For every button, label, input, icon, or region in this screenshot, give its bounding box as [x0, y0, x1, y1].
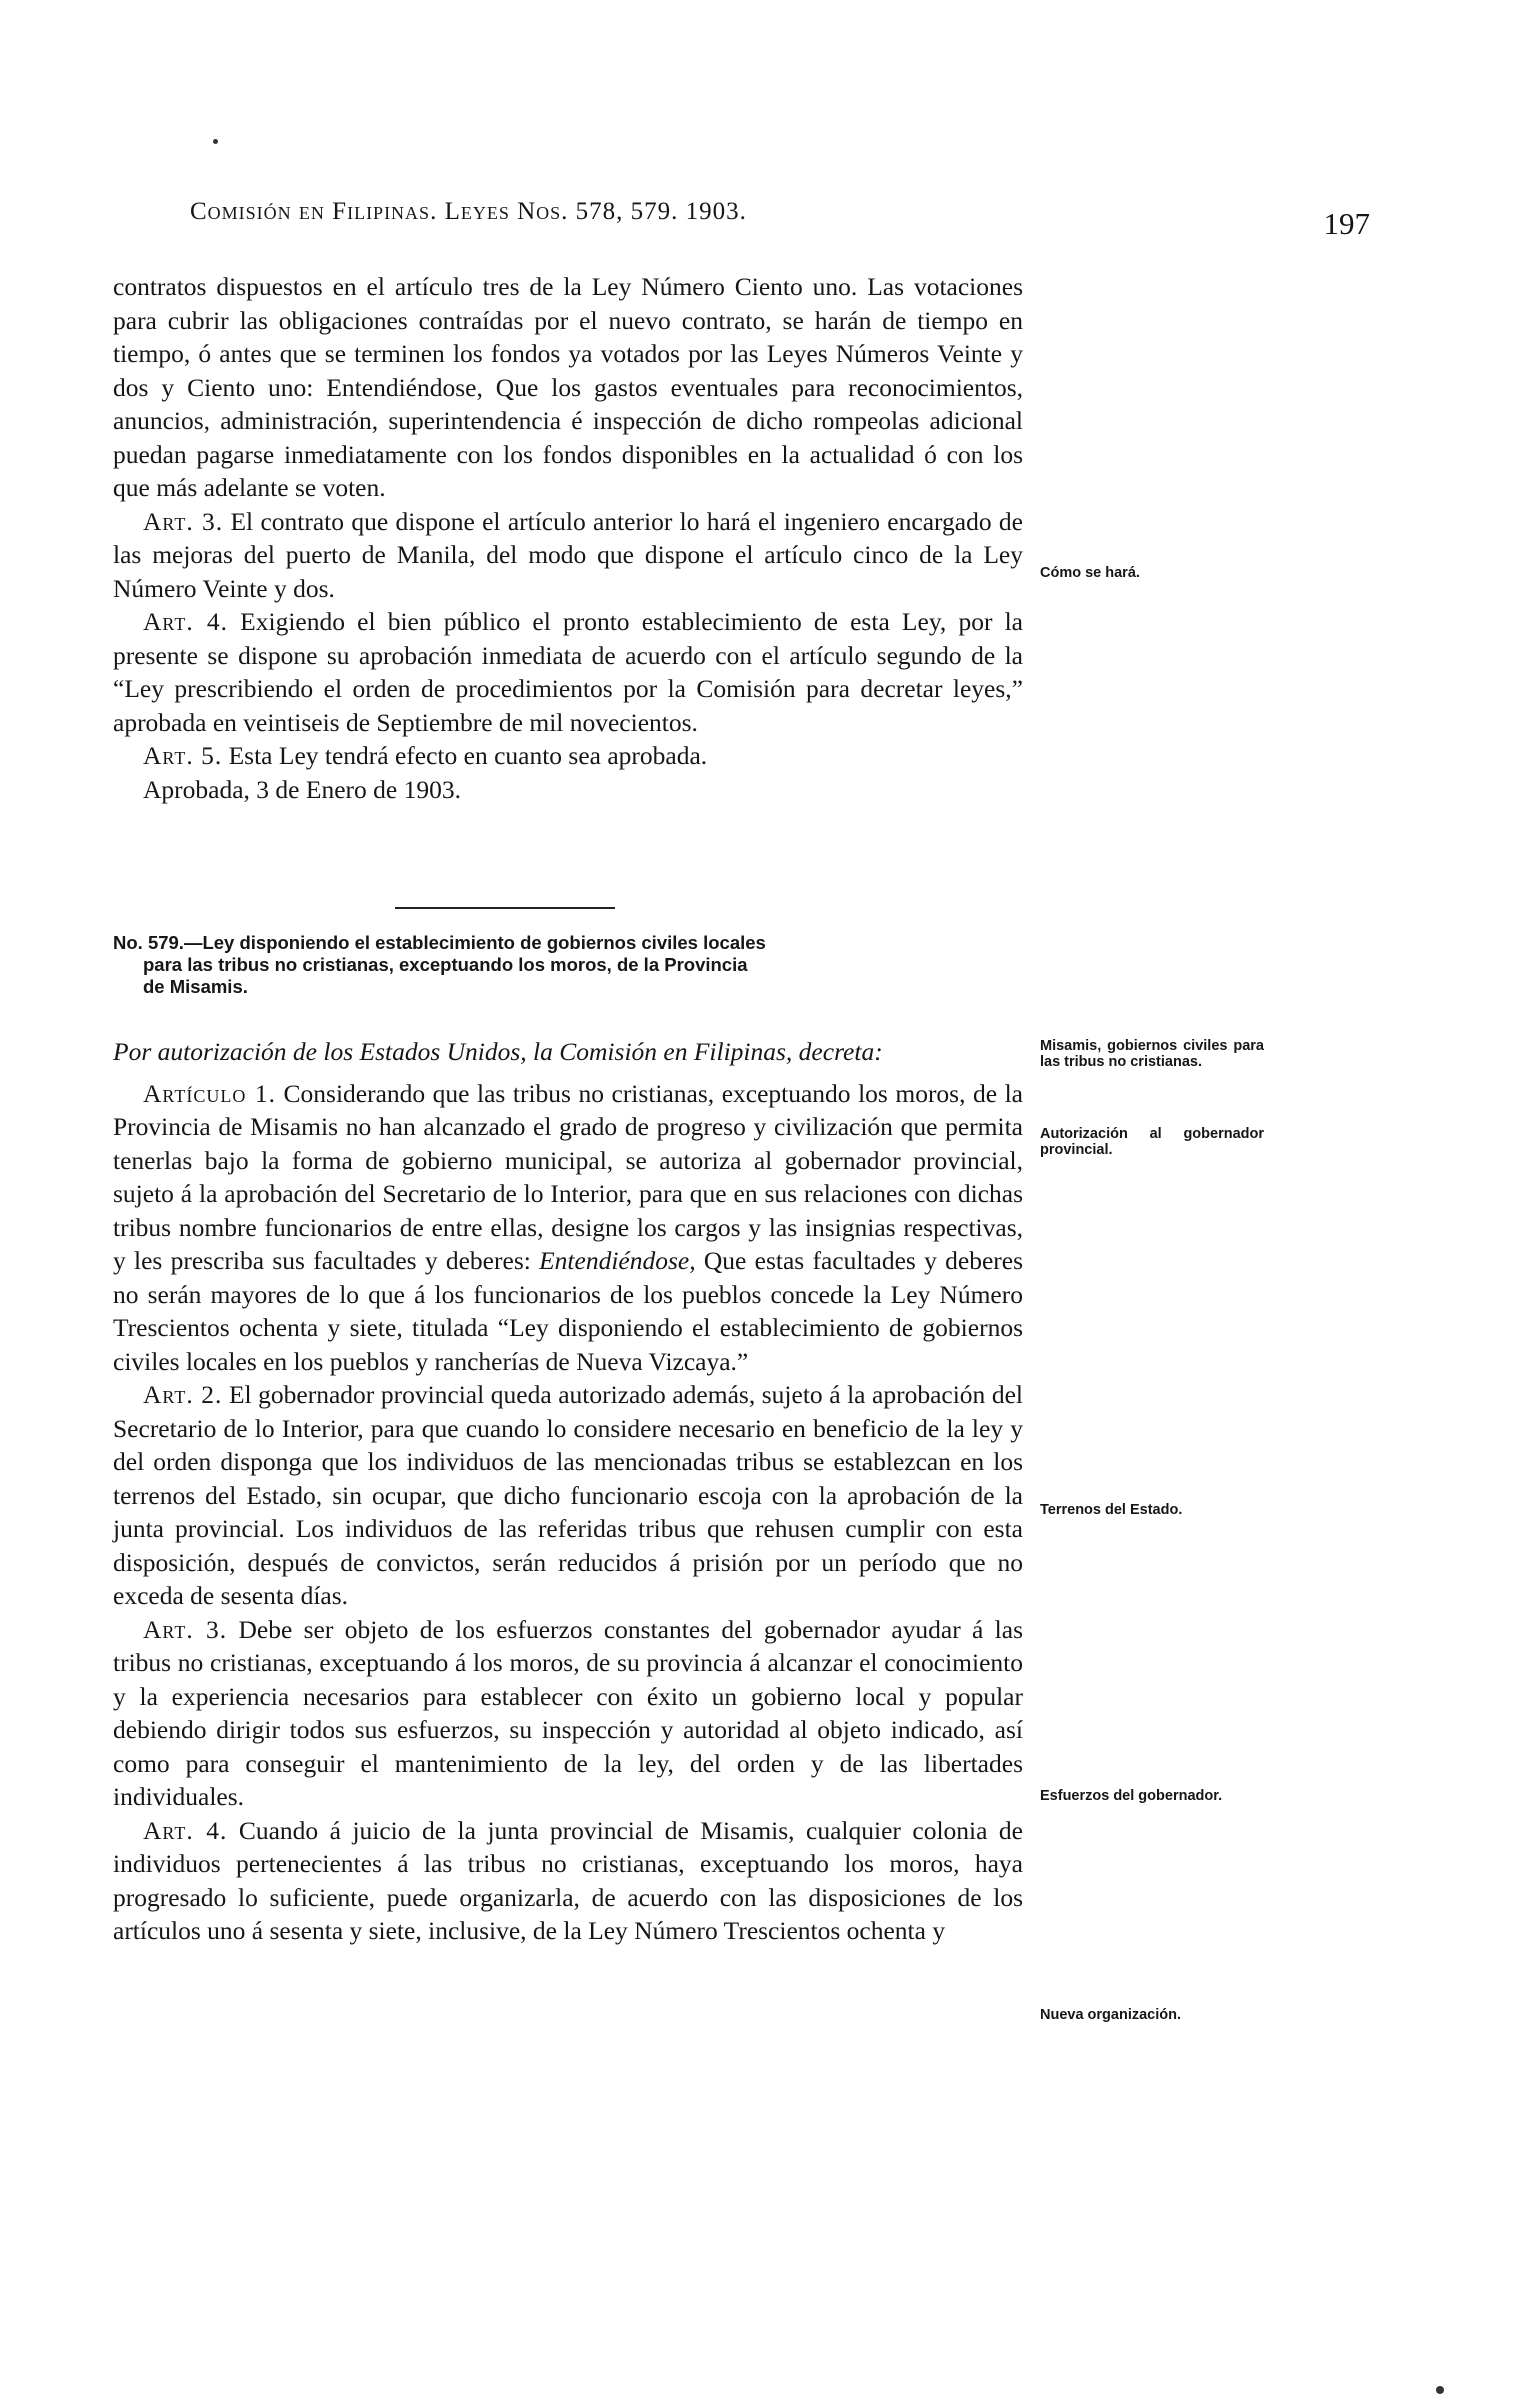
enacting-clause: Por autorización de los Estados Unidos, la Comisión en Filipinas, decreta:: [113, 1037, 883, 1066]
article-label: Art. 3.: [143, 1614, 228, 1644]
scan-speck: [1436, 2386, 1444, 2394]
scan-speck: [213, 139, 218, 144]
margin-note-misamis: Misamis, gobiernos civiles para las tribus no cristianas.: [1040, 1038, 1264, 1070]
law-579-article-4: [113, 1814, 1023, 1948]
article-text: El contrato que dispone el artículo anterior lo hará el ingeniero encargado de las mejoras del puerto de Manila, del modo que dispone el artículo cinco de la Ley Número Veinte y dos.: [113, 506, 1023, 603]
article-text: Debe ser objeto de los esfuerzos constantes del gobernador ayudar á las tribus no cristianas, exceptuando á los moros, de su provincia á alcanzar el conocimiento y la experiencia necesarios para establecer con éxito un gobierno local y popular debiendo dirigir todos sus esfuerzos, su inspección y autoridad al objeto indicado, así como para conseguir el mantenimiento de la ley, del orden y de las libertades individuales.: [113, 1614, 1023, 1811]
article-label: Art. 5.: [143, 741, 223, 770]
proviso-keyword: Entendiéndose,: [539, 1246, 696, 1275]
law-579-article-2: [113, 1378, 1023, 1613]
article-text: Esta Ley tendrá efecto en cuanto sea aprobada.: [228, 741, 708, 770]
approval-date: Aprobada, 3 de Enero de 1903.: [143, 774, 461, 804]
margin-note-como-se-hara: Cómo se hará.: [1040, 565, 1140, 581]
margin-note-esfuerzos: Esfuerzos del gobernador.: [1040, 1788, 1223, 1804]
law-579-heading: [113, 932, 1023, 998]
article-text: Considerando que las tribus no cristianas, exceptuando los moros, de la Provincia de Misamis no han alcanzado el grado de progreso y civilización que permita tenerlas bajo la forma de gobierno municipal, se autoriza al gobernador provincial, sujeto á la aprobación del Secretario de lo Interior, para que en sus relaciones con dichas tribus nombre funcionarios de entre ellas, designe los cargos y las insignias respectivas, y les prescriba sus facultades y deberes:: [113, 1078, 1023, 1275]
section-divider: [395, 907, 615, 909]
law-578-article-3: [113, 505, 1023, 606]
law-578-article-4: [113, 605, 1023, 739]
article-text: El gobernador provincial queda autorizado además, sujeto á la aprobación del Secretario de lo Interior, para que cuando lo considere necesario en beneficio de la ley y del orden disponga que los individuos de las mencionadas tribus se establezcan en los terrenos del Estado, sin ocupar, que dicho funcionario escoja con la aprobación de la junta provincial. Los individuos de las referidas tribus que rehusen cumplir con esta disposición, después de convictos, serán reducidos á prisión por un período que no exceda de sesenta días.: [113, 1380, 1024, 1610]
proviso-text: Que estas facultades y deberes no serán mayores de lo que á los funcionarios de los pueblos concede la Ley Número Trescientos ochenta y siete, titulada “Ley disponiendo el establecimiento de gobiernos civiles locales en los pueblos y rancherías de Nueva Vizcaya.”: [113, 1246, 1024, 1376]
margin-note-autorizacion: Autorización al gobernador provincial.: [1040, 1126, 1264, 1158]
article-label: Art. 4.: [143, 1815, 228, 1845]
article-label: Art. 3.: [143, 506, 224, 536]
article-label: Art. 2.: [143, 1380, 223, 1409]
law-579-article-3: [113, 1613, 1023, 1814]
law-578-continuation: [113, 270, 1023, 806]
margin-note-nueva-organizacion: Nueva organización.: [1040, 2007, 1182, 2023]
running-title: Comisión en Filipinas. Leyes Nos. 578, 579. 1903.: [190, 198, 747, 225]
law-578-article-5: [113, 739, 1023, 773]
article-label: Artículo 1.: [143, 1078, 276, 1108]
article-text: Exigiendo el bien público el pronto establecimiento de esta Ley, por la presente se dispone su aprobación inmediata de acuerdo con el artículo segundo de la “Ley prescribiendo el orden de procedimientos por la Comisión para decretar leyes,” aprobada en veintiseis de Septiembre de mil novecientos.: [113, 607, 1023, 737]
heading-line: de Misamis.: [143, 976, 248, 997]
margin-note-terrenos: Terrenos del Estado.: [1040, 1502, 1183, 1518]
heading-line: para las tribus no cristianas, exceptuando los moros, de la Provincia: [143, 954, 748, 975]
page-number: 197: [1323, 206, 1370, 241]
running-header: [190, 198, 1370, 242]
article-text: Cuando á juicio de la junta provincial de Misamis, cualquier colonia de individuos pertenecientes á las tribus no cristianas, exceptuando los moros, haya progresado lo suficiente, puede organizarla, de acuerdo con las disposiciones de los artículos uno á sesenta y siete, inclusive, de la Ley Número Trescientos ochenta y: [113, 1815, 1024, 1945]
law-579-article-1: [113, 1077, 1023, 1379]
law-579-body: [113, 1035, 1023, 1948]
heading-line: No. 579.—Ley disponiendo el establecimiento de gobiernos civiles locales: [113, 932, 766, 953]
article-label: Art. 4.: [143, 607, 228, 636]
law-578-paragraph: contratos dispuestos en el artículo tres de la Ley Número Ciento uno. Las votaciones para cubrir las obligaciones contraídas por el nuevo contrato, se harán de tiempo en tiempo, ó antes que se terminen los fondos ya votados por las Leyes Números Veinte y dos y Ciento uno: Entendiéndose, Que los gastos eventuales para reconocimientos, anuncios, administración, superintendencia é inspección de dicho rompeolas adicional puedan pagarse inmediatamente con los fondos disponibles en la actualidad ó con los que más adelante se voten.: [113, 272, 1023, 502]
